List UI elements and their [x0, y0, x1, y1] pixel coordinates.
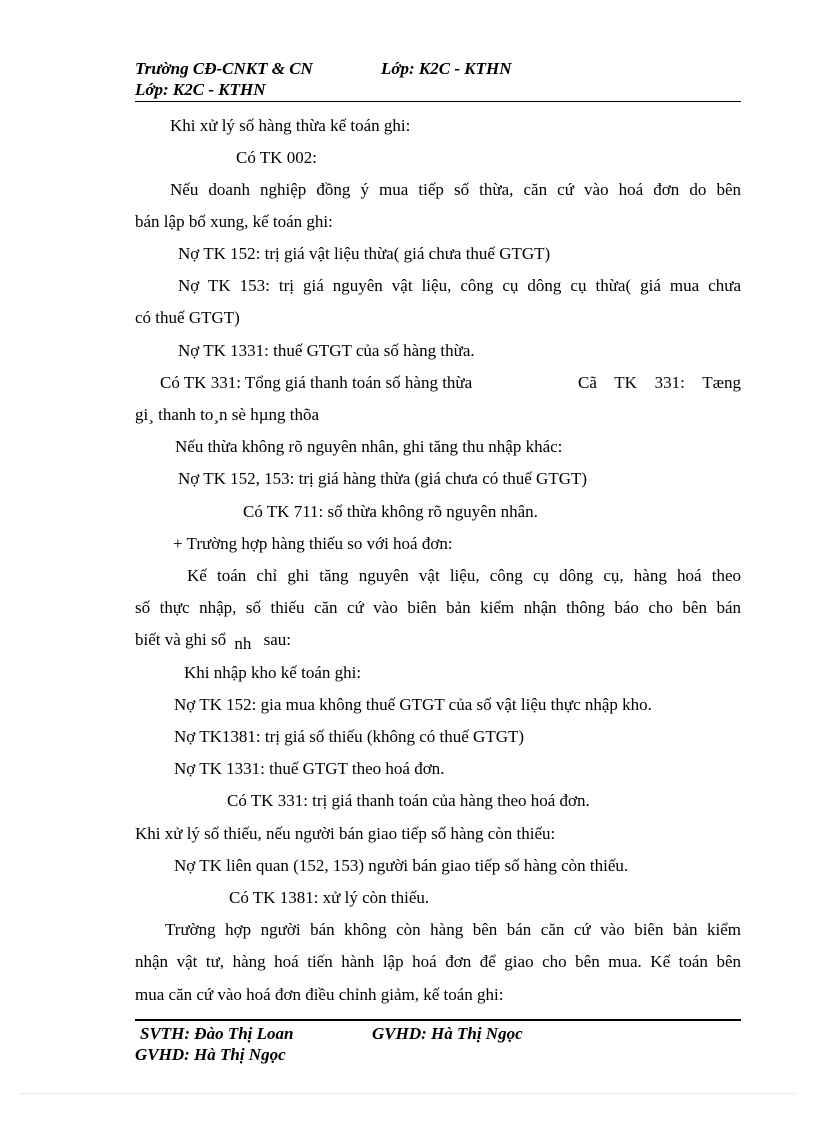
header-class-left: Lớp: K2C - KTHN: [135, 80, 266, 99]
text-line: Cã TK 331: Tæng: [578, 373, 741, 392]
text-line: Nợ TK 152: gia mua không thuế GTGT của số vật liệu thực nhập kho.: [174, 695, 652, 714]
header-rule: [135, 101, 741, 102]
text-line: mua căn cứ vào hoá đơn điều chỉnh giảm, kế toán ghi:: [135, 985, 504, 1004]
text-run: sau:: [263, 630, 292, 649]
text-line: Nợ TK 1331: thuế GTGT của số hàng thừa.: [178, 341, 475, 360]
text-line: Có TK 711: số thừa không rõ nguyên nhân.: [243, 502, 538, 521]
text-line: Kế toán chỉ ghi tăng nguyên vật liệu, công cụ dông cụ, hàng hoá theo: [187, 566, 741, 585]
text-line: + Trường hợp hàng thiếu so với hoá đơn:: [173, 534, 453, 553]
text-line: Nợ TK 152, 153: trị giá hàng thừa (giá chưa có thuế GTGT): [178, 469, 588, 488]
header-school: Trường CĐ-CNKT & CN: [135, 59, 313, 78]
text-line: có thuế GTGT): [135, 308, 240, 327]
text-line: Nợ TK 153: trị giá nguyên vật liệu, công cụ dông cụ thừa( giá mua chưa: [178, 276, 741, 295]
text-run: nh: [234, 634, 252, 653]
text-line: Nợ TK1381: trị giá số thiếu (không có thuế GTGT): [174, 727, 525, 746]
text-run: biết và ghi sổ: [135, 630, 227, 649]
text-line: Nợ TK 1331: thuế GTGT theo hoá đơn.: [174, 759, 445, 778]
text-line: Nợ TK 152: trị giá vật liệu thừa( giá chưa thuế GTGT): [178, 244, 551, 263]
header-class-right: Lớp: K2C - KTHN: [381, 59, 512, 78]
footer-advisor-left: GVHD: Hà Thị Ngọc: [135, 1045, 286, 1064]
page-edge-divider: [20, 1093, 796, 1094]
text-line: Nếu doanh nghiệp đồng ý mua tiếp số thừa, căn cứ vào hoá đơn do bên: [170, 180, 741, 199]
text-line: Có TK 331: Tổng giá thanh toán số hàng thừa: [160, 373, 473, 392]
footer-rule: [135, 1019, 741, 1021]
text-line: Có TK 002:: [236, 148, 317, 167]
footer-student: SVTH: Đào Thị Loan: [140, 1024, 294, 1043]
text-line: Có TK 331: trị giá thanh toán của hàng theo hoá đơn.: [227, 791, 590, 810]
text-line: Có TK 1381: xử lý còn thiếu.: [229, 888, 430, 907]
text-line: Khi xử lý số thiếu, nếu người bán giao tiếp số hàng còn thiếu:: [135, 824, 556, 843]
text-line: Trường hợp người bán không còn hàng bên bán căn cứ vào biên bản kiểm: [165, 920, 741, 939]
footer-advisor-right: GVHD: Hà Thị Ngọc: [372, 1024, 523, 1043]
text-line: nhận vật tư, hàng hoá tiến hành lập hoá đơn để giao cho bên mua. Kế toán bên: [135, 952, 741, 971]
text-line: Khi xử lý số hàng thừa kế toán ghi:: [170, 116, 411, 135]
text-line: [135, 630, 292, 653]
text-line: Khi nhập kho kế toán ghi:: [184, 663, 362, 682]
text-line: gi¸ thanh to¸n sè hµng thõa: [135, 405, 320, 424]
text-line: số thực nhập, số thiếu căn cứ vào biên bản kiểm nhận thông báo cho bên bán: [135, 598, 741, 617]
text-line: Nếu thừa không rõ nguyên nhân, ghi tăng thu nhập khác:: [175, 437, 563, 456]
text-line: bán lập bổ xung, kế toán ghi:: [135, 212, 333, 231]
text-line: Nợ TK liên quan (152, 153) người bán giao tiếp số hàng còn thiếu.: [174, 856, 629, 875]
